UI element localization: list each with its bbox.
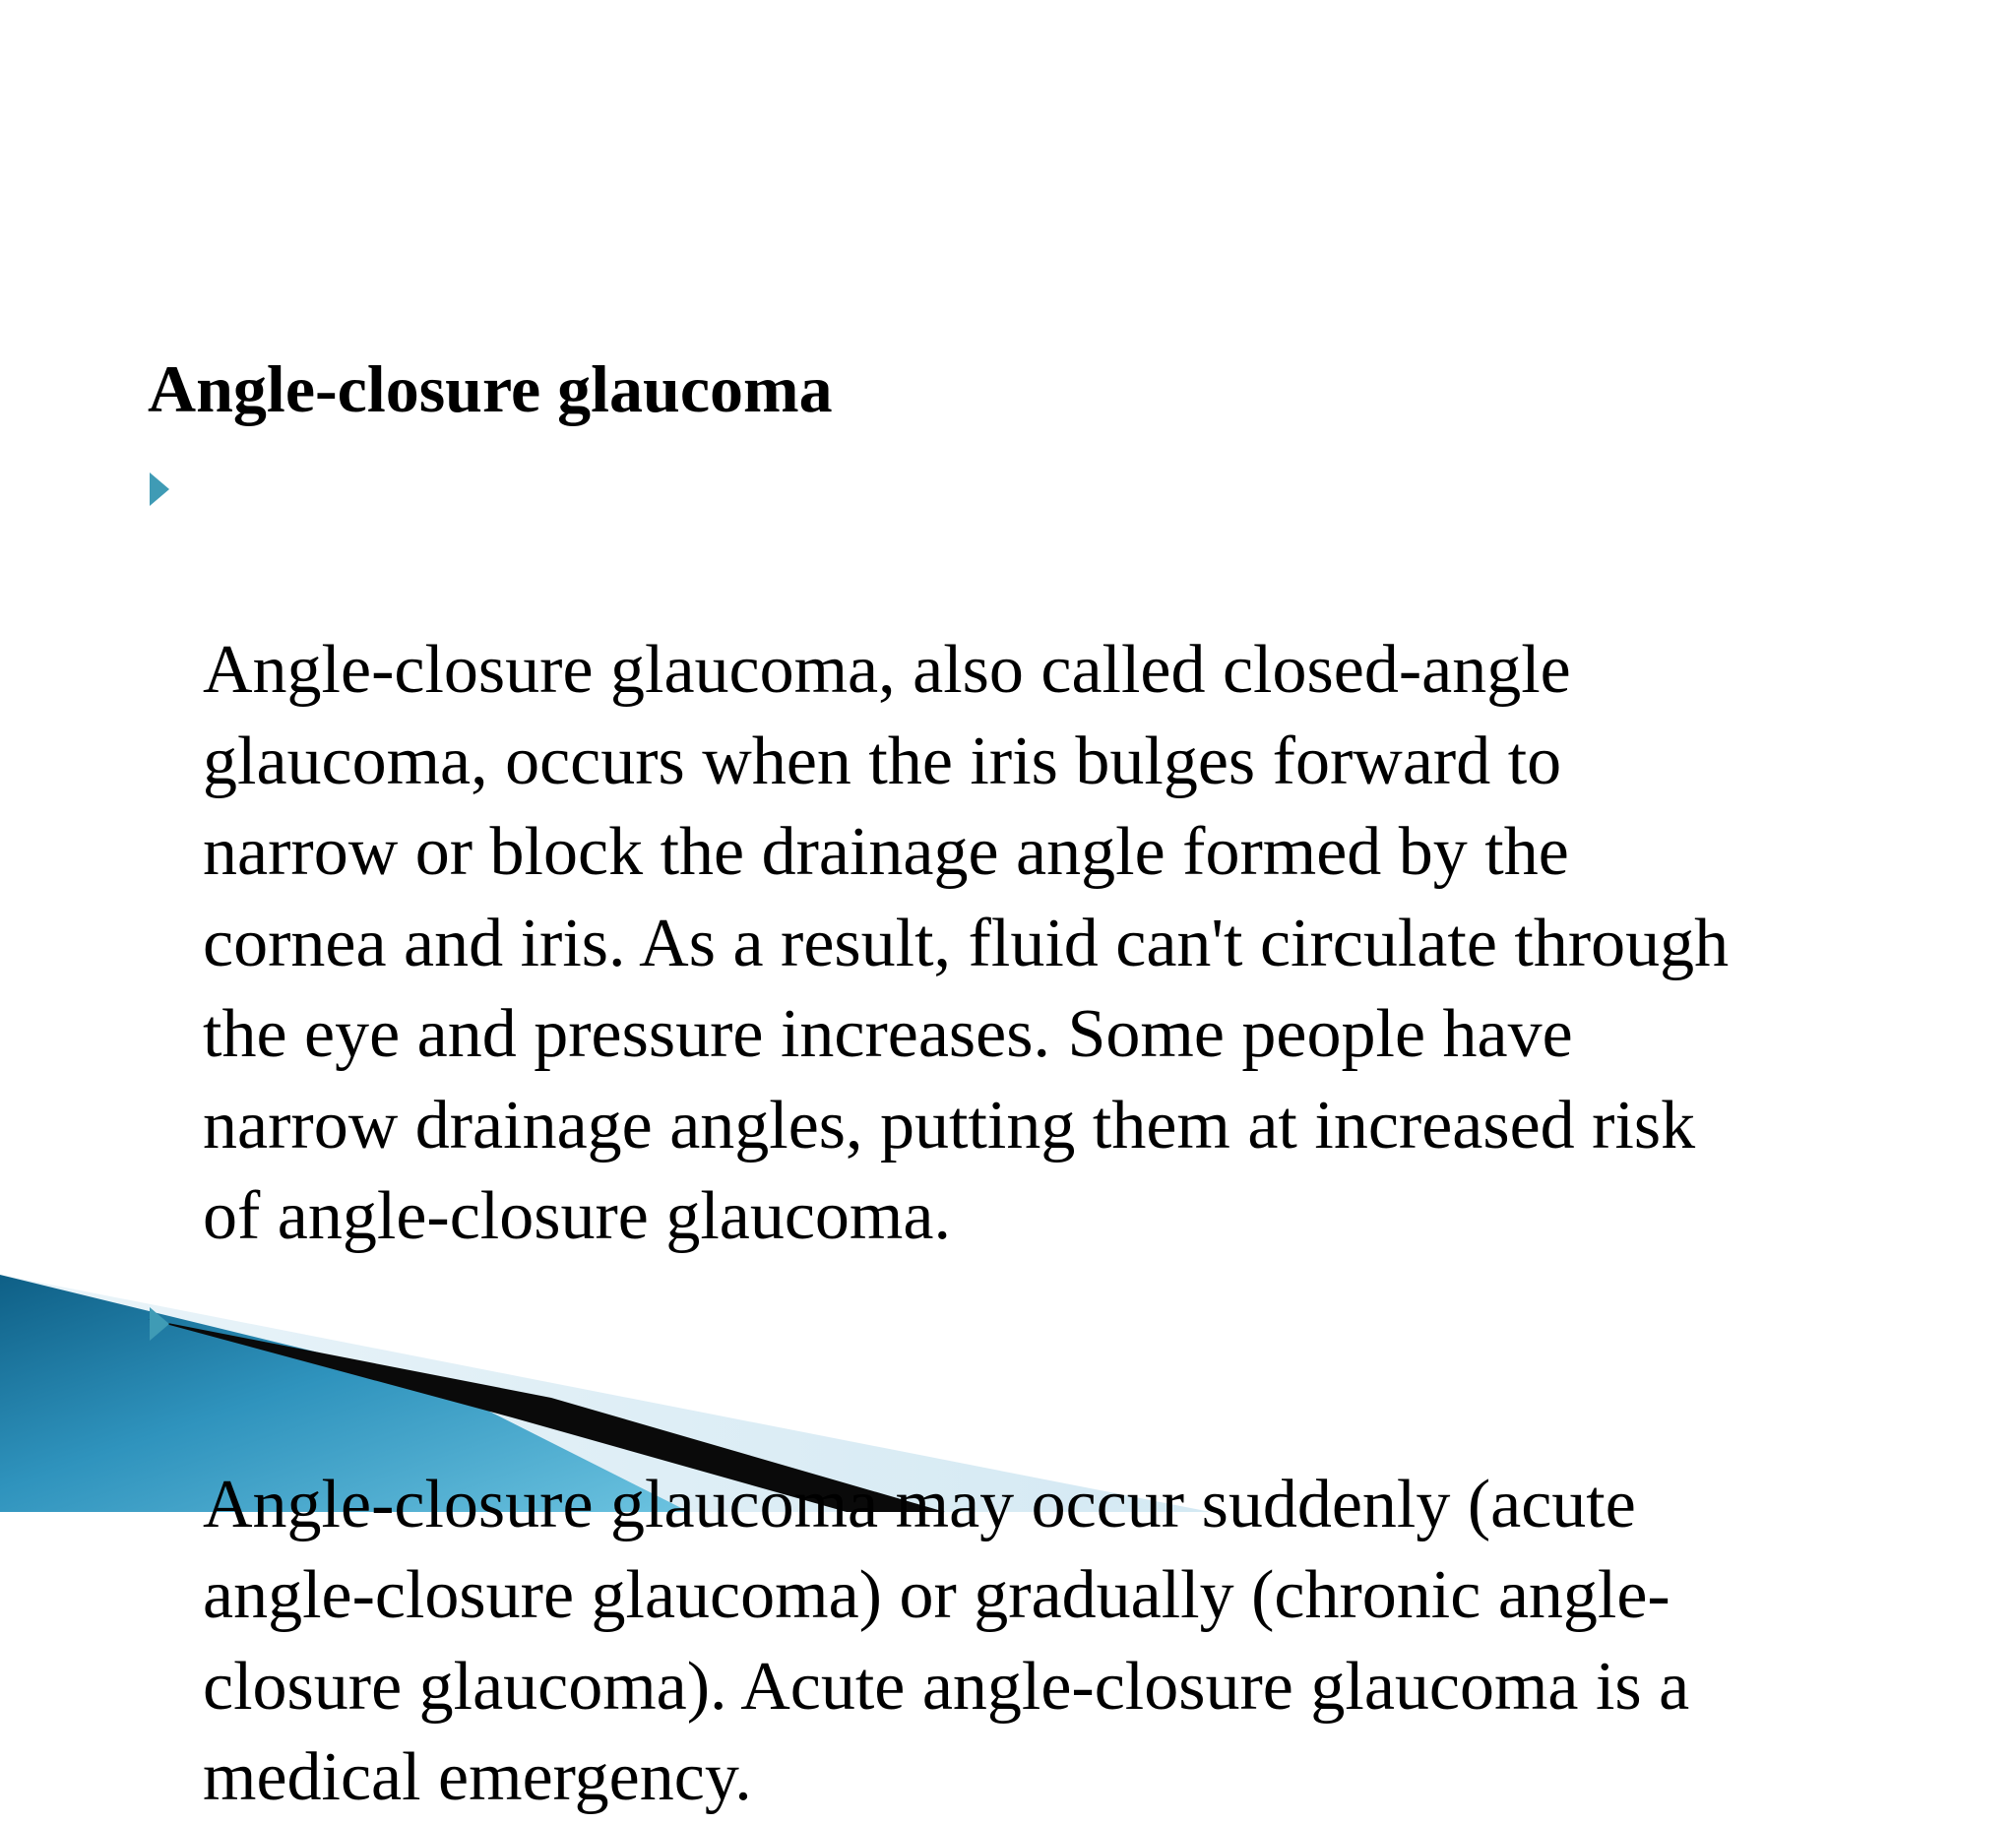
triangle-right-icon xyxy=(150,472,169,506)
triangle-right-icon xyxy=(150,1307,169,1341)
bullet-text: Angle-closure glaucoma may occur suddenly (acute angle-closure glaucoma) or gradually (chronic angle- closure glaucoma). Acute angle-closure glaucoma is a medical emergency. xyxy=(203,1466,1690,1815)
slide-content xyxy=(148,349,1920,1824)
bullet-item xyxy=(148,1278,1920,1824)
bullet-text: Angle-closure glaucoma, also called closed-angle glaucoma, occurs when the iris bulges forward to narrow or block the drainage angle formed by the cornea and iris. As a result, fluid can't circulate through the eye and pressure increases. Some people have narrow drainage angles, putting them at increased risk of angle-closure glaucoma. xyxy=(203,632,1730,1254)
slide-heading: Angle-closure glaucoma xyxy=(148,351,833,426)
bullet-item xyxy=(148,443,1920,1263)
bullet-list xyxy=(148,443,1920,1824)
